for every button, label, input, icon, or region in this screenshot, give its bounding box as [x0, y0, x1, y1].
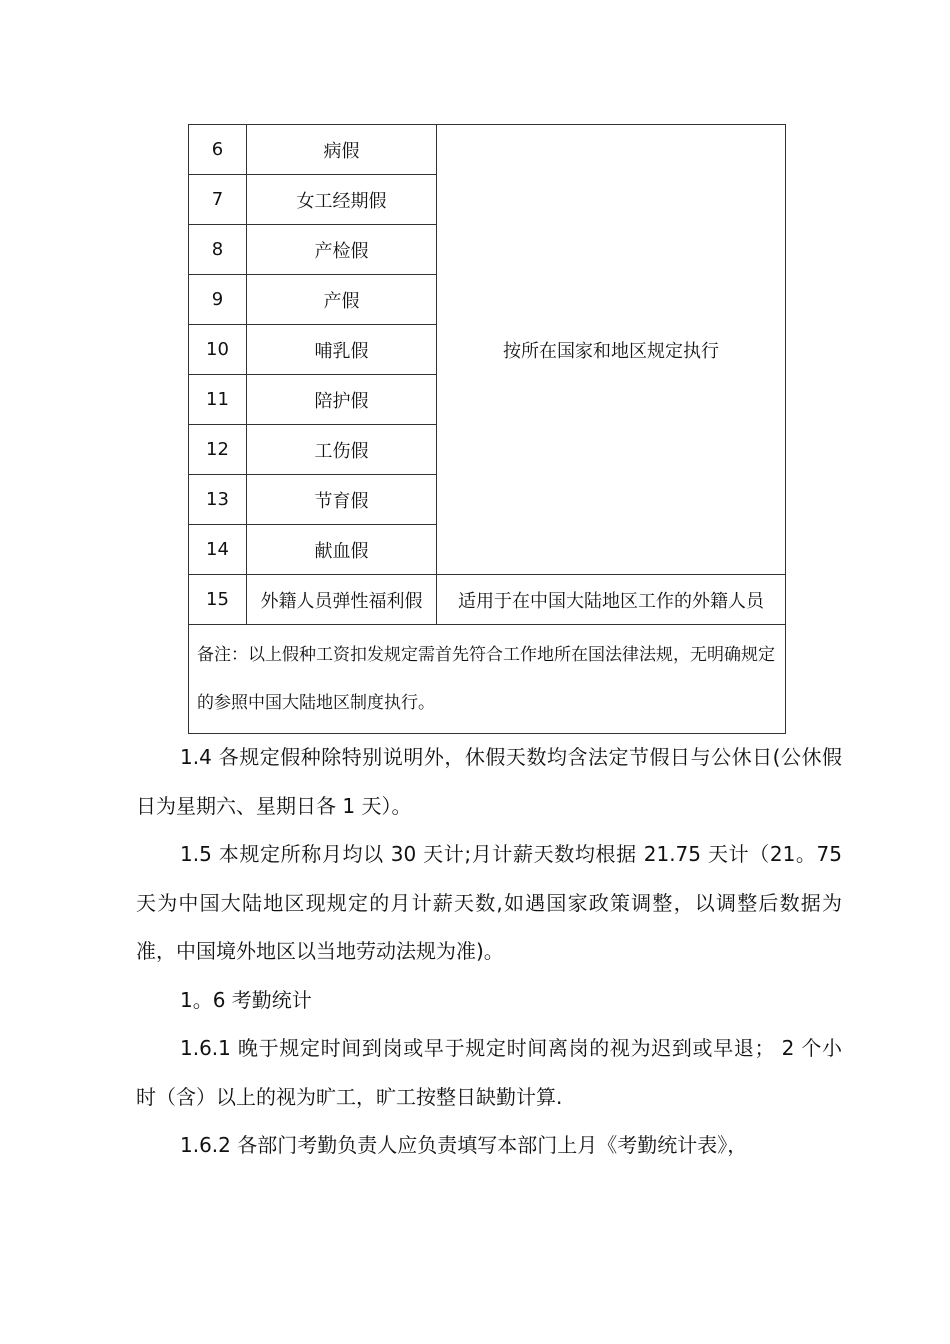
table-note: 备注：以上假种工资扣发规定需首先符合工作地所在国法律法规，无明确规定的参照中国大陆地区制度执行。 — [189, 625, 786, 734]
row-number: 7 — [189, 175, 247, 225]
leave-type-name: 病假 — [247, 125, 437, 175]
paragraph-1-4: 1.4 各规定假种除特别说明外，休假天数均含法定节假日与公休日(公休假日为星期六、星期日各 1 天）。 — [136, 745, 842, 818]
table-row — [189, 575, 786, 625]
table-row — [189, 125, 786, 175]
leave-rule-merged: 按所在国家和地区规定执行 — [437, 125, 786, 575]
leave-type-name: 产检假 — [247, 225, 437, 275]
leave-type-name: 节育假 — [247, 475, 437, 525]
leave-type-name: 外籍人员弹性福利假 — [247, 575, 437, 625]
leave-rule: 适用于在中国大陆地区工作的外籍人员 — [437, 575, 786, 625]
leave-type-name: 陪护假 — [247, 375, 437, 425]
row-number: 6 — [189, 125, 247, 175]
table-note-row — [189, 625, 786, 734]
paragraph-1-6-2: 1.6.2 各部门考勤负责人应负责填写本部门上月《考勤统计表》， — [180, 1133, 748, 1157]
row-number: 11 — [189, 375, 247, 425]
row-number: 12 — [189, 425, 247, 475]
row-number: 9 — [189, 275, 247, 325]
document-body — [136, 733, 842, 1170]
row-number: 14 — [189, 525, 247, 575]
paragraph-1-5: 1.5 本规定所称月均以 30 天计;月计薪天数均根据 21.75 天计（21。75 天为中国大陆地区现规定的月计薪天数,如遇国家政策调整，以调整后数据为准，中国境外地区以当地劳动法规为准)。 — [136, 842, 842, 963]
heading-1-6: 1。6 考勤统计 — [180, 987, 312, 1012]
row-number: 13 — [189, 475, 247, 525]
leave-type-name: 工伤假 — [247, 425, 437, 475]
row-number: 10 — [189, 325, 247, 375]
leave-type-table — [188, 124, 786, 734]
row-number: 15 — [189, 575, 247, 625]
leave-type-name: 哺乳假 — [247, 325, 437, 375]
paragraph-1-6-1: 1.6.1 晚于规定时间到岗或早于规定时间离岗的视为迟到或早退； 2 个小时（含）以上的视为旷工，旷工按整日缺勤计算. — [136, 1036, 842, 1109]
leave-type-name: 产假 — [247, 275, 437, 325]
row-number: 8 — [189, 225, 247, 275]
leave-type-name: 女工经期假 — [247, 175, 437, 225]
leave-type-name: 献血假 — [247, 525, 437, 575]
